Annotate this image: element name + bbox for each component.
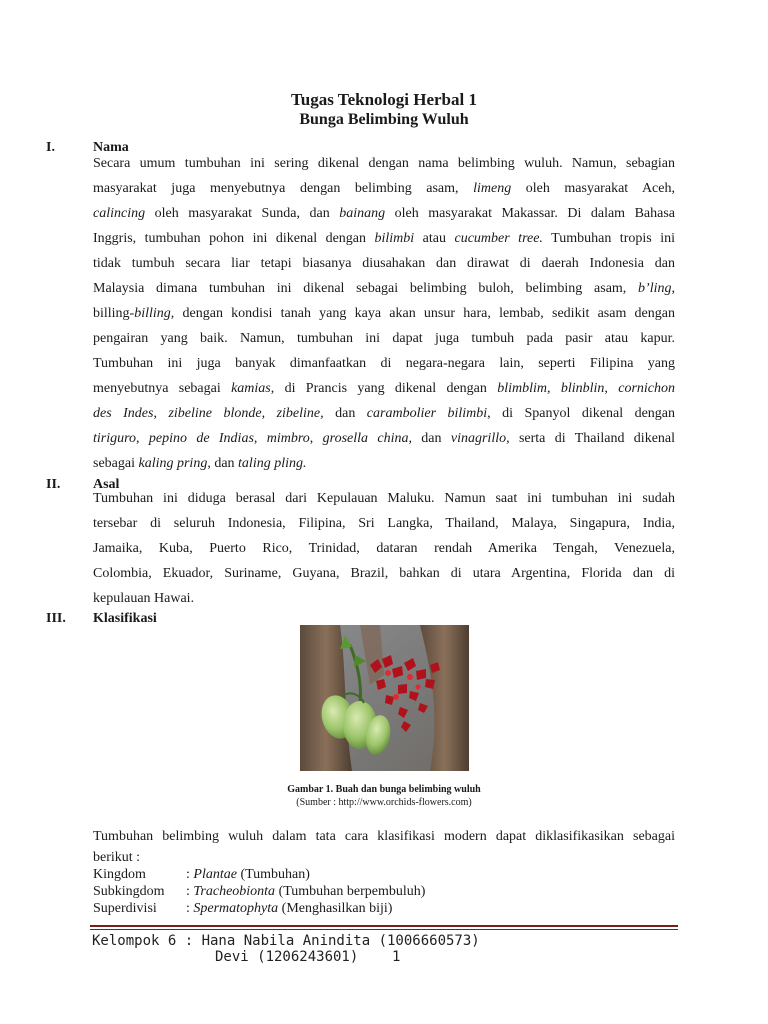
paragraph-line: pengairan yang baik. Namun, tumbuhan ini dapat juga tumbuh pada pasir atau kapur. <box>93 331 675 346</box>
footer-rule <box>90 925 678 930</box>
paragraph-line: sebagai kaling pring, dan taling pling. <box>93 456 307 471</box>
taxonomy-row-kingdom <box>93 866 310 884</box>
klasifikasi-intro-line: Tumbuhan belimbing wuluh dalam tata cara klasifikasi modern dapat diklasifikasikan sebagai <box>93 829 675 844</box>
section-number-3: III. <box>46 611 66 626</box>
taxonomy-row-subkingdom <box>93 883 425 901</box>
klasifikasi-intro <box>93 824 675 867</box>
paragraph-line: Colombia, Ekuador, Suriname, Guyana, Brazil, bahkan di utara Argentina, Florida dan di <box>93 566 675 581</box>
section-number-1: I. <box>46 140 55 155</box>
paragraph-line: tiriguro, pepino de Indias, mimbro, grosella china, dan vinagrillo, serta di Thailand dikenal <box>93 431 676 446</box>
paragraph-line: masyarakat juga menyebutnya dengan belimbing asam, limeng oleh masyarakat Aceh, <box>93 181 675 196</box>
taxonomy-desc: (Tumbuhan) <box>236 867 310 882</box>
klasifikasi-intro-line: berikut : <box>93 850 141 865</box>
paragraph-line: Jamaika, Kuba, Puerto Rico, Trinidad, dataran rendah Amerika Tengah, Venezuela, <box>93 541 675 556</box>
taxonomy-separator: : <box>186 901 194 916</box>
section-body-nama <box>93 151 675 476</box>
document-title: Tugas Teknologi Herbal 1 <box>291 90 477 109</box>
paragraph-line: tersebar di seluruh Indonesia, Filipina, Sri Langka, Thailand, Malaya, Singapura, India, <box>93 516 675 531</box>
taxonomy-desc: (Menghasilkan biji) <box>278 901 393 916</box>
page-number: 1 <box>392 949 401 965</box>
paragraph-line: menyebutnya sebagai kamias, di Prancis yang dikenal dengan blimblim, blinblin, cornichon <box>93 381 676 396</box>
footer-name-line <box>92 949 480 965</box>
paragraph-line: Secara umum tumbuhan ini sering dikenal dengan nama belimbing wuluh. Namun, sebagian <box>93 156 675 171</box>
page-footer <box>92 933 480 965</box>
belimbing-wuluh-photo <box>300 625 469 771</box>
taxonomy-desc: (Tumbuhan berpembuluh) <box>275 884 426 899</box>
footer-rule-thick <box>90 925 678 927</box>
section-heading-nama: Nama <box>93 140 129 155</box>
section-heading-asal: Asal <box>93 477 120 492</box>
taxonomy-row-superdivisi <box>93 900 392 918</box>
taxonomy-separator: : <box>186 867 194 882</box>
paragraph-line: calincing oleh masyarakat Sunda, dan bainang oleh masyarakat Makassar. Di dalam Bahasa <box>93 206 676 221</box>
taxonomy-separator: : <box>186 884 194 899</box>
figure-caption: Gambar 1. Buah dan bunga belimbing wuluh <box>287 784 481 795</box>
paragraph-line: billing-billing, dengan kondisi tanah yang kaya akan unsur hara, lembab, sedikit asam dengan <box>93 306 675 321</box>
figure-source: (Sumber : http://www.orchids-flowers.com) <box>296 797 472 808</box>
taxonomy-rank: Subkingdom <box>93 884 165 899</box>
paragraph-line: Malaysia dimana tumbuhan ini dikenal sebagai belimbing buloh, belimbing asam, b’ling, <box>93 281 675 296</box>
footer-member-name: Devi (1206243601) <box>215 949 359 965</box>
taxonomy-latin: Spermatophyta <box>193 901 279 916</box>
paragraph-line: Tumbuhan ini juga banyak dimanfaatkan di negara-negara lain, seperti Filipina yang <box>93 356 675 371</box>
taxonomy-latin: Tracheobionta <box>193 884 276 899</box>
document-subtitle: Bunga Belimbing Wuluh <box>299 111 469 128</box>
paragraph-line: des Indes, zibeline blonde, zibeline, dan carambolier bilimbi, di Spanyol dikenal dengan <box>93 406 676 421</box>
taxonomy-rank: Kingdom <box>93 867 146 882</box>
paragraph-line: tidak tumbuh secara liar tetapi biasanya diusahakan dan dirawat di daerah Indonesia dan <box>93 256 675 271</box>
section-body-asal <box>93 486 675 611</box>
footer-rule-thin <box>90 929 678 930</box>
taxonomy-rank: Superdivisi <box>93 901 157 916</box>
paragraph-line: Inggris, tumbuhan pohon ini dikenal dengan bilimbi atau cucumber tree. Tumbuhan tropis ini <box>93 231 675 246</box>
section-heading-klasifikasi: Klasifikasi <box>93 611 157 626</box>
paragraph-line: kepulauan Hawai. <box>93 591 195 606</box>
paragraph-line: Tumbuhan ini diduga berasal dari Kepulauan Maluku. Namun saat ini tumbuhan ini sudah <box>93 491 675 506</box>
taxonomy-latin: Plantae <box>193 867 237 882</box>
section-number-2: II. <box>46 477 61 492</box>
footer-group-line: Kelompok 6 : Hana Nabila Anindita (1006660573) <box>92 933 480 949</box>
